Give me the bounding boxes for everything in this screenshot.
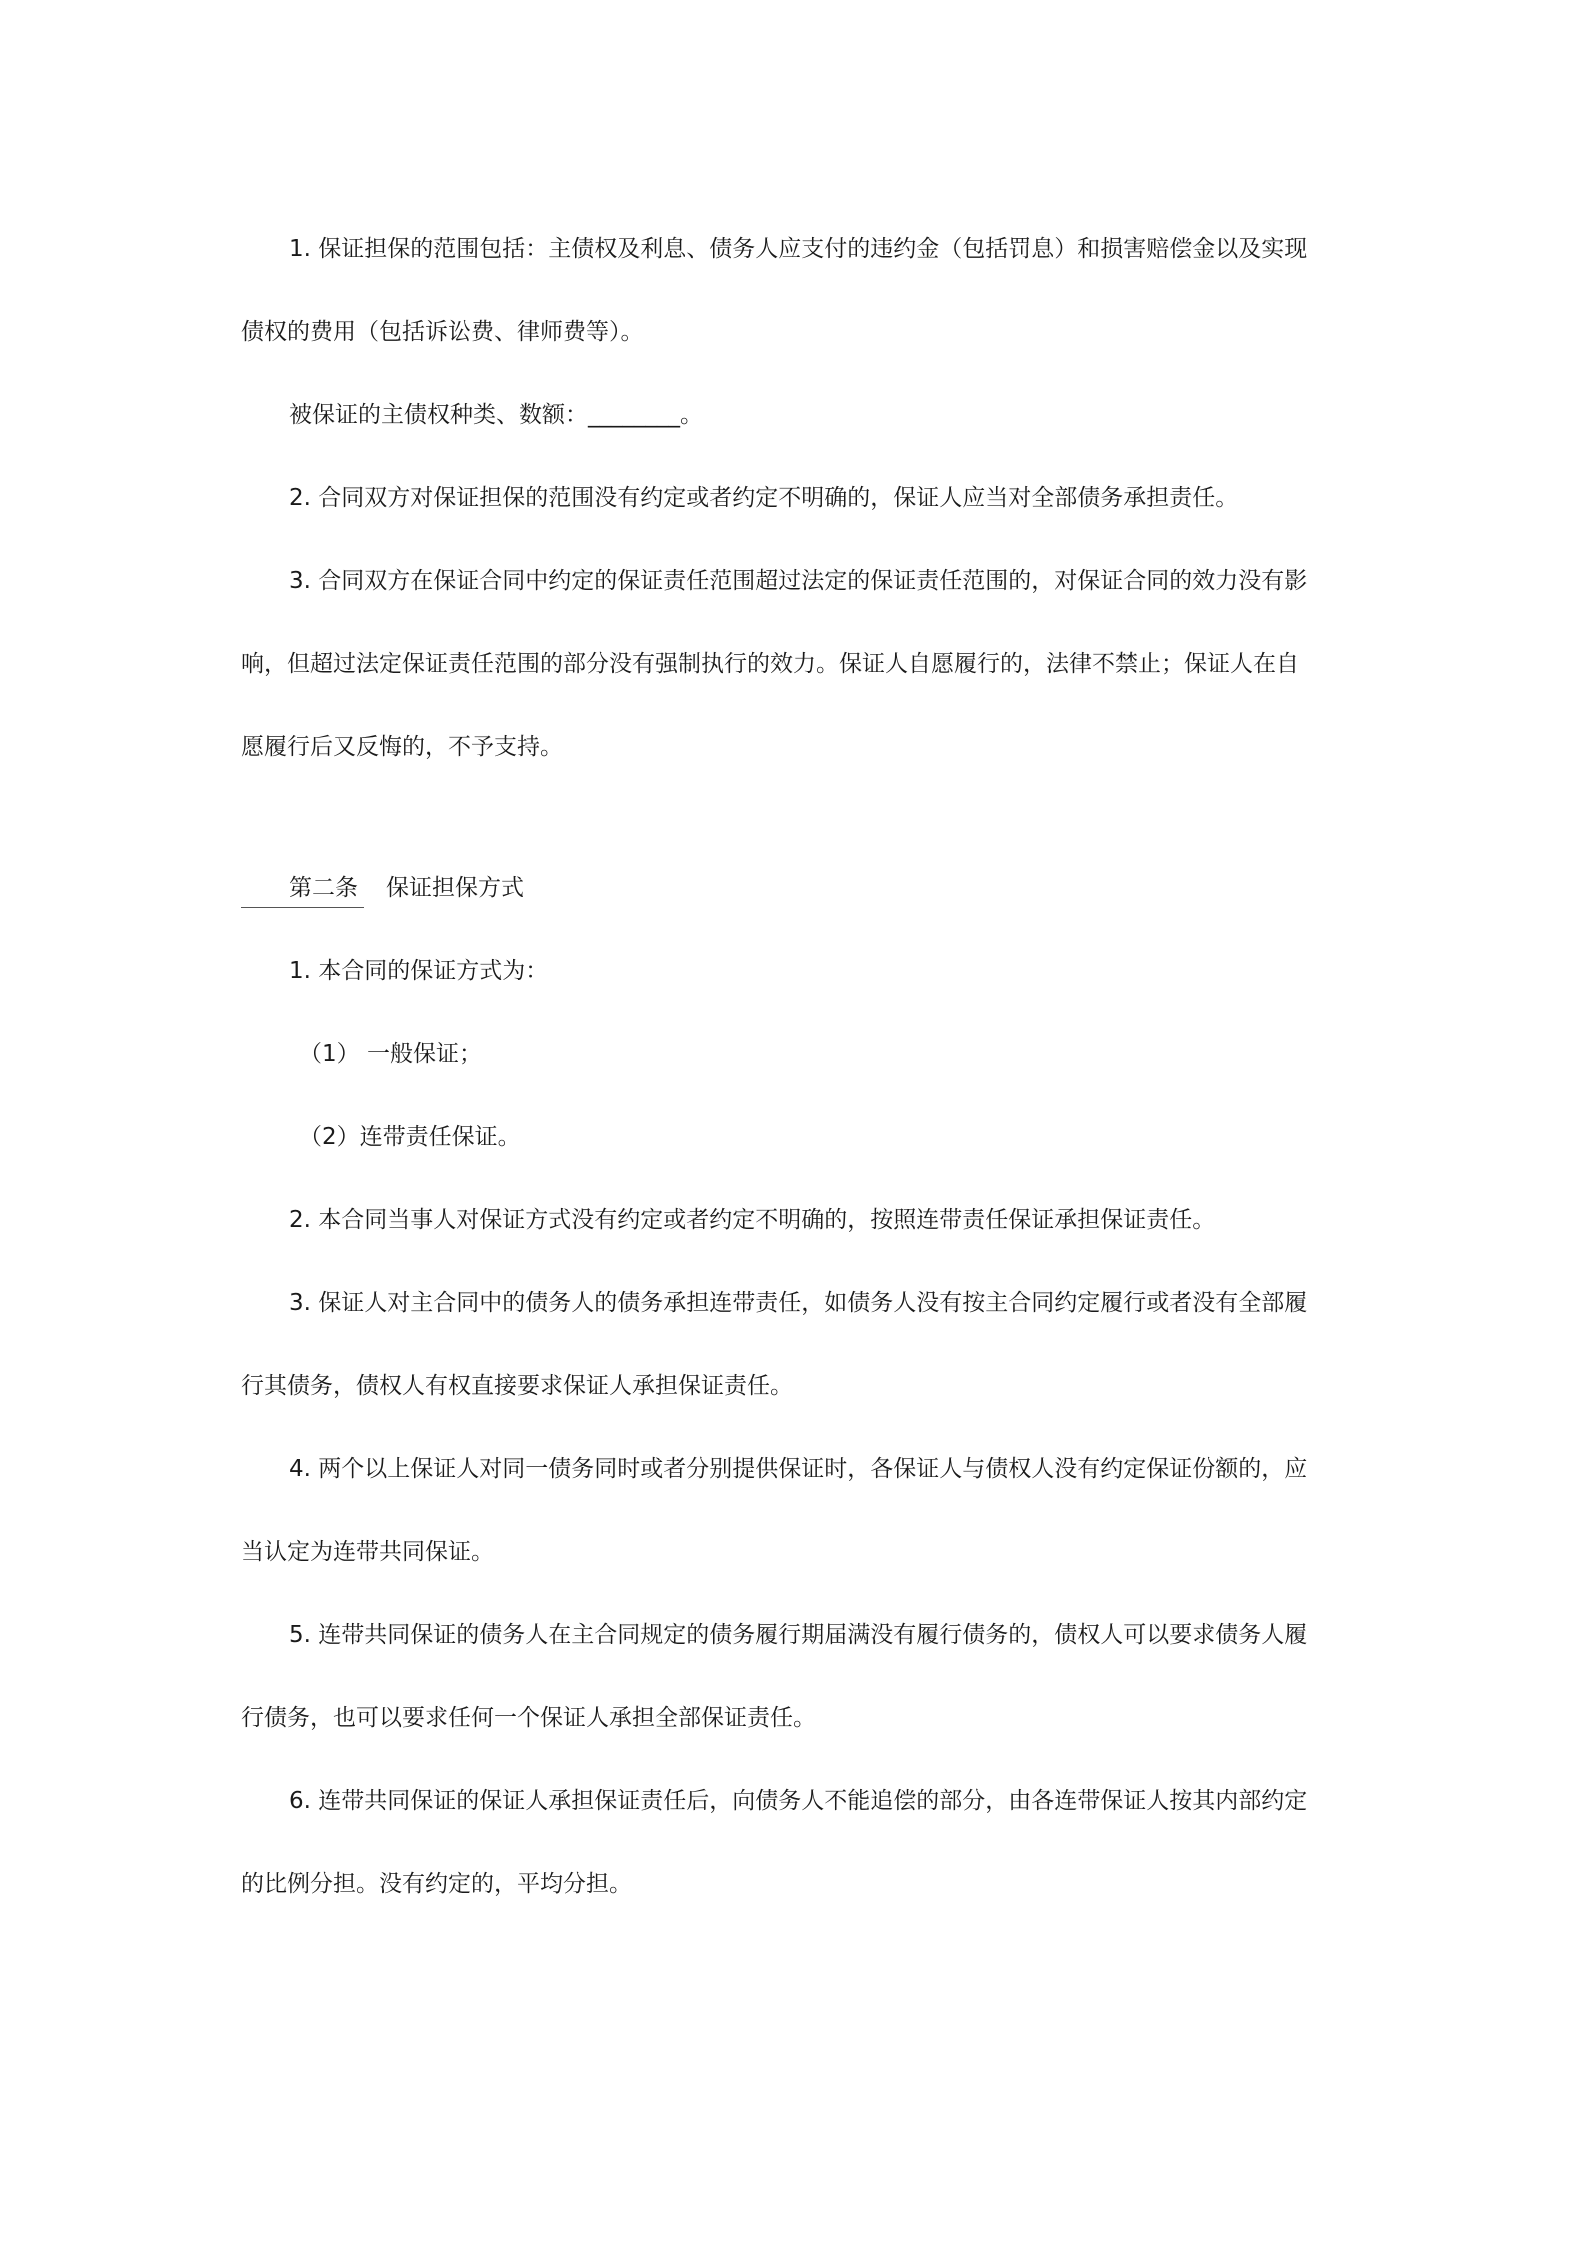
clause-1-3-line-3: 愿履行后又反悔的，不予支持。 [241,734,563,760]
article-2-heading [241,847,1351,930]
clause-2-6-line-2: 的比例分担。没有约定的，平均分担。 [241,1871,632,1897]
clause-1-1-line-2: 债权的费用（包括诉讼费、律师费等）。 [241,319,644,345]
secured-debt-blank: 被保证的主债权种类、数额：________。 [289,402,703,428]
article-2-title: 保证担保方式 [386,875,524,901]
clause-2-1-line-1: 1. 本合同的保证方式为： [289,958,549,984]
clause-2-6-line-1: 6. 连带共同保证的保证人承担保证责任后，向债务人不能追偿的部分，由各连带保证人按其内部约定 [289,1788,1308,1814]
clause-2-4-line-1: 4. 两个以上保证人对同一债务同时或者分别提供保证时，各保证人与债权人没有约定保证份额的，应 [289,1456,1308,1482]
document-body [241,208,1351,1926]
clause-1-3-line-2: 响，但超过法定保证责任范围的部分没有强制执行的效力。保证人自愿履行的，法律不禁止；保证人在自 [241,651,1299,677]
section-gap [241,789,1351,847]
option-joint-liability: （2）连带责任保证。 [299,1124,521,1150]
article-2-number: 第二条 [289,875,358,901]
clause-1-3-line-1: 3. 合同双方在保证合同中约定的保证责任范围超过法定的保证责任范围的，对保证合同的效力没有影 [289,568,1308,594]
clause-1-2-line-1: 2. 合同双方对保证担保的范围没有约定或者约定不明确的，保证人应当对全部债务承担责任。 [289,485,1239,511]
clause-1-1-line-1: 1. 保证担保的范围包括：主债权及利息、债务人应支付的违约金（包括罚息）和损害赔偿金以及实现 [289,236,1308,262]
clause-2-5-line-1: 5. 连带共同保证的债务人在主合同规定的债务履行期届满没有履行债务的，债权人可以要求债务人履 [289,1622,1308,1648]
clause-2-2-line-1: 2. 本合同当事人对保证方式没有约定或者约定不明确的，按照连带责任保证承担保证责任。 [289,1207,1216,1233]
article-2-number-wrap [241,847,358,930]
clause-2-4-line-2: 当认定为连带共同保证。 [241,1539,494,1565]
clause-2-5-line-2: 行债务，也可以要求任何一个保证人承担全部保证责任。 [241,1705,816,1731]
clause-2-3-line-2: 行其债务，债权人有权直接要求保证人承担保证责任。 [241,1373,793,1399]
option-general-guarantee: （1） 一般保证； [299,1041,482,1067]
clause-2-3-line-1: 3. 保证人对主合同中的债务人的债务承担连带责任，如债务人没有按主合同约定履行或者没有全部履 [289,1290,1308,1316]
